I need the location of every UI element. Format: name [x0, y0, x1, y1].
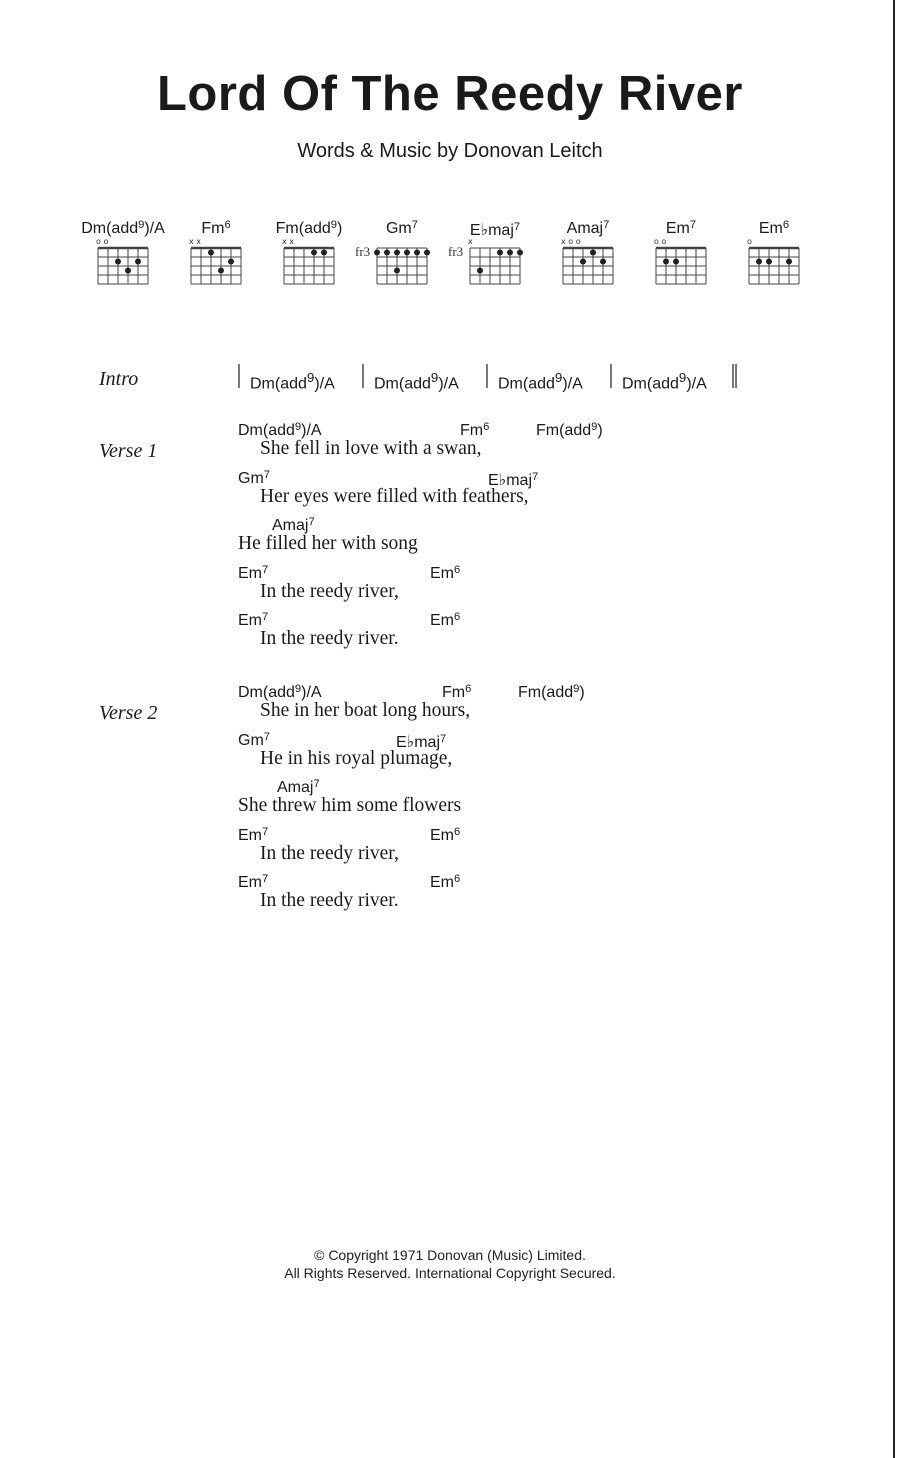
finger-dot	[218, 268, 224, 274]
finger-dot	[394, 268, 400, 274]
barline	[610, 364, 612, 388]
chord-symbol: Fm(add$^9$)	[536, 420, 603, 439]
finger-dot	[590, 250, 596, 256]
chord-symbol: Em$^6$	[430, 825, 461, 844]
barline	[238, 364, 240, 388]
lyric-line: In the reedy river,	[260, 580, 399, 602]
intro-bar-chord: Dm(add$^9$)/A	[374, 370, 459, 393]
lyric-line: She threw him some flowers	[238, 795, 462, 816]
finger-dot	[394, 250, 400, 256]
finger-dot	[414, 250, 420, 256]
song-title: Lord Of The Reedy River	[156, 67, 743, 121]
finger-dot	[600, 259, 606, 265]
chord-symbol: Em$^7$	[238, 610, 269, 629]
chord-symbol: Gm$^7$	[238, 730, 271, 749]
chord-symbol: Amaj$^7$	[272, 515, 315, 534]
finger-dot	[766, 259, 772, 265]
finger-dot	[404, 250, 410, 256]
chord-symbol: E♭maj$^7$	[396, 732, 447, 751]
lyric-line: He in his royal plumage,	[260, 747, 453, 769]
final-barline	[732, 364, 734, 388]
open-muted-marks: x o o	[561, 237, 581, 246]
chord-symbol: Amaj$^7$	[277, 777, 320, 796]
finger-dot	[786, 259, 792, 265]
section-label-intro: Intro	[99, 368, 139, 390]
open-muted-marks: o o	[654, 237, 667, 246]
chord-symbol: Gm$^7$	[238, 468, 271, 487]
chord-symbol: Em$^6$	[430, 872, 461, 891]
lyric-line: She fell in love with a swan,	[260, 438, 482, 459]
open-muted-marks: x x	[189, 237, 202, 246]
chord-symbol: Em$^7$	[238, 563, 269, 582]
chord-diagram	[719, 220, 829, 290]
chord-symbol: Em$^6$	[430, 563, 461, 582]
barline	[362, 364, 364, 388]
finger-dot	[497, 250, 503, 256]
open-muted-marks: x x	[282, 237, 295, 246]
finger-dot	[311, 250, 317, 256]
section-label-verse-1: Verse 1	[99, 440, 158, 462]
chord-symbol: Fm$^6$	[460, 420, 490, 439]
chord-diagram-name: Amaj$^7$	[566, 218, 610, 237]
chord-symbol: Dm(add$^9$)/A	[238, 420, 322, 439]
open-muted-marks: o	[747, 237, 752, 246]
open-muted-marks: o o	[96, 237, 109, 246]
copyright-line-2: All Rights Reserved. International Copyright Secured.	[284, 1265, 616, 1281]
lyric-line: She in her boat long hours,	[260, 700, 471, 721]
chord-symbol: Em$^6$	[430, 610, 461, 629]
song-credit: Words & Music by Donovan Leitch	[297, 140, 603, 162]
lyric-line: In the reedy river,	[260, 842, 399, 864]
chord-symbol: Fm$^6$	[442, 682, 472, 701]
chord-diagram-name: E♭maj$^7$	[469, 220, 521, 239]
intro-bar-chord: Dm(add$^9$)/A	[622, 370, 707, 393]
chord-symbol: Em$^7$	[238, 872, 269, 891]
finger-dot	[228, 259, 234, 265]
chord-symbol: Dm(add$^9$)/A	[238, 682, 322, 701]
finger-dot	[125, 268, 131, 274]
finger-dot	[673, 259, 679, 265]
finger-dot	[135, 259, 141, 265]
finger-dot	[477, 268, 483, 274]
chord-diagram-name: Em$^7$	[665, 218, 697, 237]
chord-symbol: Fm(add$^9$)	[518, 682, 585, 701]
copyright-line-1: © Copyright 1971 Donovan (Music) Limited.	[314, 1247, 586, 1263]
finger-dot	[517, 250, 523, 256]
lyric-line: Her eyes were filled with feathers,	[260, 485, 529, 507]
lyric-line: He filled her with song	[238, 533, 418, 554]
finger-dot	[384, 250, 390, 256]
finger-dot	[580, 259, 586, 265]
open-muted-marks: x	[468, 237, 473, 246]
intro-bar-chord: Dm(add$^9$)/A	[250, 370, 335, 393]
chord-diagram-name: Fm(add$^9$)	[275, 218, 343, 237]
finger-dot	[374, 250, 380, 256]
finger-dot	[507, 250, 513, 256]
chord-symbol: Em$^7$	[238, 825, 269, 844]
finger-dot	[115, 259, 121, 265]
section-label-verse-2: Verse 2	[99, 702, 158, 724]
finger-dot	[321, 250, 327, 256]
finger-dot	[424, 250, 430, 256]
final-barline-thick	[735, 364, 737, 388]
chord-symbol: E♭maj$^7$	[488, 470, 539, 489]
finger-dot	[663, 259, 669, 265]
fret-position-label: fr3	[355, 244, 371, 259]
chord-diagram-name: Gm$^7$	[385, 218, 418, 237]
finger-dot	[208, 250, 214, 256]
lyric-line: In the reedy river.	[260, 628, 399, 649]
finger-dot	[756, 259, 762, 265]
chord-diagram-name: Em$^6$	[758, 218, 790, 237]
chord-diagram-name: Dm(add$^9$)/A	[81, 218, 165, 237]
chord-grid	[719, 220, 829, 290]
lyric-line: In the reedy river.	[260, 890, 399, 911]
intro-bar-chord: Dm(add$^9$)/A	[498, 370, 583, 393]
fret-position-label: fr3	[448, 244, 464, 259]
chord-diagram-name: Fm$^6$	[201, 218, 231, 237]
page-right-border	[893, 0, 895, 1458]
barline	[486, 364, 488, 388]
